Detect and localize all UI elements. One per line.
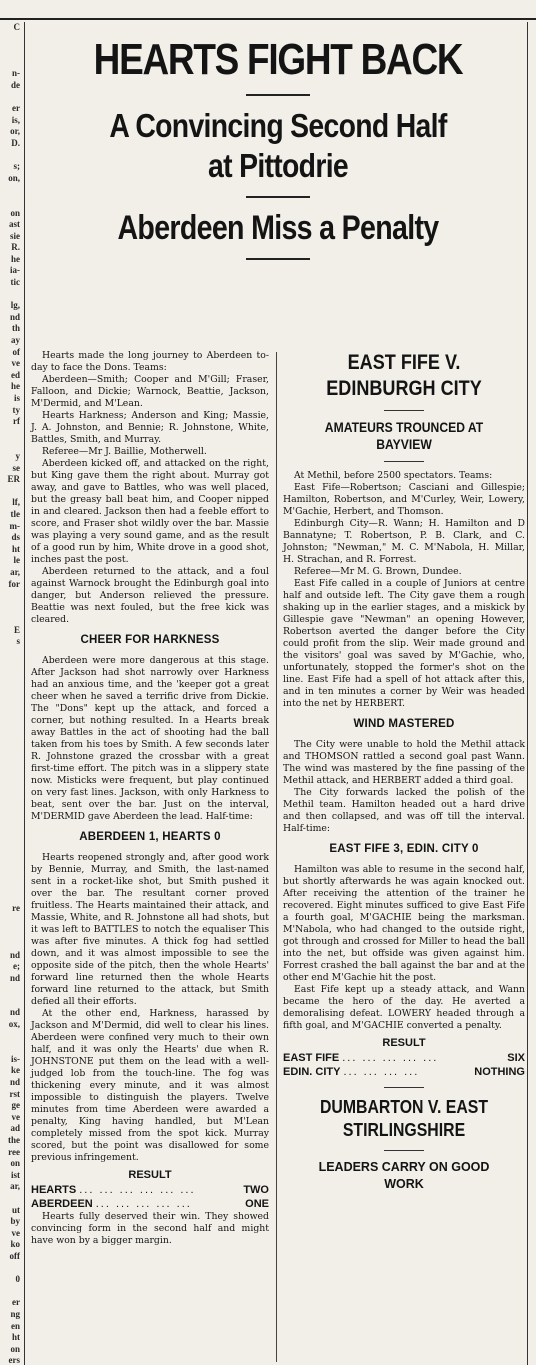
next-title-rule: [384, 1150, 424, 1151]
column-fragment: [0, 196, 22, 208]
column-fragment: tic: [10, 277, 20, 288]
team-name: EDIN. CITY: [283, 1066, 341, 1078]
column-fragment: ox,: [8, 1019, 20, 1030]
column-fragment: ist: [11, 1169, 20, 1180]
left-column-fragment: [0, 22, 22, 1365]
column-fragment: [0, 845, 22, 857]
column-fragment: [0, 590, 22, 602]
column-fragment: [0, 822, 22, 834]
leader-dots: ... ... ... ...: [343, 1066, 420, 1078]
column-fragment: [0, 683, 22, 695]
column-fragment: ke: [11, 1065, 20, 1076]
column-fragment: [0, 1263, 22, 1275]
column-fragment: [0, 289, 22, 301]
report-title-line-1: EAST FIFE V.: [347, 351, 461, 374]
next-report-title-line-2: STIRLINGSHIRE: [342, 1120, 466, 1140]
column-fragment: [0, 92, 22, 104]
column-fragment: [0, 718, 22, 730]
headline-rule: [246, 94, 310, 96]
column-fragment: le: [13, 555, 20, 566]
paragraph: The City were unable to hold the Methil attack and THOMSON rattled a second goal past Wann. The wind was mastered by the fine passing of the Methil attack, and HERBERT added a third goal.: [283, 739, 525, 786]
column-fragment: nd: [9, 1077, 20, 1088]
column-fragment: [0, 752, 22, 764]
column-fragment: he: [11, 381, 20, 392]
title-rule: [384, 410, 424, 411]
column-fragment: e;: [13, 961, 20, 972]
column-fragment: [0, 184, 22, 196]
column-fragment: [0, 880, 22, 892]
column-fragment: is: [13, 393, 20, 403]
column-fragment: sie: [10, 230, 20, 241]
next-report-subtitle-line-1: LEADERS CARRY ON GOOD: [318, 1160, 490, 1174]
column-fragment: lg,: [10, 300, 20, 311]
closing-paragraph: Hearts fully deserved their win. They showed convincing form in the second half and might have won by a bigger margin.: [31, 1211, 269, 1246]
column-rule-left: [24, 22, 25, 1365]
column-fragment: [0, 613, 22, 625]
column-fragment: [0, 741, 22, 753]
paragraph: At Methil, before 2500 spectators. Teams:: [294, 470, 493, 481]
column-fragment: [0, 926, 22, 938]
subtitle-rule: [384, 461, 424, 462]
paragraph: Aberdeen kicked off, and attacked on the right, but King gave them the right about. Murray got away, and gave to Battles, who was well placed, but the greasy ball beat him, and Cooper nipped in and cleared. Jackson then had a feeble effort to score, and Fraser shot wildly over the bar. Massie was playing a very sound game, and as the result of a good run by him, White drove in a good shot, inches past the post.: [31, 458, 269, 565]
aberdeen-hearts-report: [31, 350, 269, 1247]
column-fragment: se: [12, 462, 20, 473]
column-fragment: [0, 729, 22, 741]
paragraph: Edinburgh City—R. Wann; H. Hamilton and D Bannatyne; T. Robertson, P. B. Clark, and C. Johnston; "Newman," M. C. M'Nabola, H. Millar, H. Strachan, and R. Forrest.: [283, 518, 525, 565]
column-fragment: [0, 57, 22, 69]
column-fragment: R.: [11, 242, 20, 253]
result-label: RESULT: [382, 1037, 426, 1049]
column-fragment: [0, 984, 22, 996]
top-rule: [0, 18, 536, 20]
section-rule: [384, 1087, 424, 1088]
column-fragment: ad: [10, 1123, 20, 1134]
column-fragment: [0, 764, 22, 776]
section-heading: CHEER FOR HARKNESS: [80, 634, 220, 646]
column-fragment: he: [11, 253, 20, 264]
column-fragment: ve: [11, 1111, 20, 1122]
column-fragment: ed: [11, 369, 20, 380]
column-fragment: for: [8, 578, 20, 589]
column-fragment: [0, 1042, 22, 1054]
paragraph: Aberdeen—Smith; Cooper and M'Gill; Fraser, Falloon, and Dickie; Warnock, Beattie, Jackson, M'Dermid, and M'Lean.: [31, 374, 269, 409]
header-bottom-rule: [246, 258, 310, 260]
column-fragment: is,: [11, 114, 20, 125]
column-fragment: [0, 602, 22, 614]
column-fragment: ia-: [10, 265, 20, 276]
column-fragment: ht: [11, 1332, 20, 1343]
column-fragment: ds: [11, 532, 20, 543]
column-fragment: lf,: [12, 497, 20, 508]
paragraph: At the other end, Harkness, harassed by Jackson and M'Dermid, did well to clear his lines. Aberdeen were confined very much to their own half, and it was only the Hearts' due when R. JOHNSTONE put them on the lead with a well-judged lob from the touch-line. The fog was thickening every minute, and it was almost impossible to distinguish the players. Twelve minutes from time Aberdeen were awarded a penalty, King having handled, but M'Lean completely missed from the spot kick. Murray scored, but the point was disallowed for some previous infringement.: [31, 1008, 269, 1163]
column-fragment: ut: [11, 1204, 20, 1215]
column-fragment: [0, 776, 22, 788]
column-fragment: th: [11, 323, 20, 334]
article-header: [31, 36, 525, 260]
team-name: EAST FIFE: [283, 1052, 340, 1064]
column-fragment: ay: [11, 335, 20, 346]
paragraph: East Fife called in a couple of Juniors at centre half and outside left. The City gave them a rough shaking up in the earlier stages, and a miskick by Gillespie gave "Newman" an opening However, Robertson averted the danger before the City could profit from the slip. Weir made ground and the visitors' goal was saved by M'Gachie, who, unfortunately, stopped the former's shot on the line. East Fife had a spell of hot attack after this, and in ten minutes a corner by Weir was headed into the net by HERBERT.: [283, 578, 525, 709]
column-fragment: ree: [8, 1146, 20, 1157]
column-fragment: re: [12, 903, 20, 914]
column-fragment: by: [10, 1216, 20, 1227]
column-fragment: [0, 428, 22, 440]
column-fragment: ge: [11, 1100, 20, 1111]
column-fragment: [0, 834, 22, 846]
column-fragment: nd: [9, 972, 20, 983]
subheadline-line-1: A Convincing Second Half: [109, 107, 447, 144]
column-fragment: ER: [7, 474, 20, 485]
column-fragment: the: [8, 1135, 20, 1145]
column-fragment: of: [12, 346, 20, 357]
paragraph: Referee—Mr M. G. Brown, Dundee.: [294, 566, 462, 577]
column-fragment: de: [11, 79, 20, 90]
column-fragment: [0, 1286, 22, 1298]
team-score: SIX: [507, 1052, 525, 1064]
column-fragment: [0, 45, 22, 57]
report-subtitle-line-2: BAYVIEW: [376, 437, 432, 452]
column-fragment: [0, 486, 22, 498]
column-fragment: ar,: [10, 1181, 20, 1192]
column-fragment: ng: [10, 1308, 20, 1319]
column-fragment: nd: [9, 949, 20, 960]
column-fragment: rst: [9, 1088, 20, 1099]
team-score: NOTHING: [474, 1066, 525, 1078]
result-row: [31, 1197, 269, 1211]
east-fife-edinburgh-report: [283, 350, 525, 1193]
paragraph: Hearts reopened strongly and, after good work by Bennie, Murray, and Smith, the last-named sent in a rocket-like shot, but Smith pushed it over the bar. The resultant corner proved fruitless. The Hearts maintained their attack, and Massie, White, and R. Johnstone all had shots, but it was left to BATTLES to notch the equaliser This was after five minutes. A thick fog had settled down, and it was almost impossible to see the opposite side of the pitch, then the whole Hearts' forward line returned then the whole Hearts forward line returned to the attack, but Smith defied all their efforts.: [31, 852, 269, 1007]
column-fragment: en: [11, 1320, 20, 1331]
column-fragment: [0, 857, 22, 869]
subheadline-rule: [246, 196, 310, 198]
column-fragment: m-: [9, 520, 20, 531]
column-fragment: ko: [10, 1239, 20, 1250]
column-fragment: ar,: [10, 566, 20, 577]
column-fragment: ve: [11, 1227, 20, 1238]
column-divider: [276, 352, 277, 1362]
column-fragment: [0, 660, 22, 672]
column-fragment: [0, 787, 22, 799]
column-fragment: [0, 648, 22, 660]
column-fragment: nd: [9, 311, 20, 322]
column-fragment: [0, 938, 22, 950]
paragraph: Hamilton was able to resume in the second half, but shortly afterwards he was again knocked out. After receiving the attention of the trainer he recovered. Eight minutes sufficed to give East Fife a fourth goal, M'GACHIE being the marksman. M'Nabola, who had changed to the outside right, got through and crossed for Miller to head the ball into the net, but offside was given against him. Forrest crashed the ball against the bar and at the other end M'Gachie hit the post.: [283, 864, 525, 983]
column-fragment: s: [16, 636, 20, 647]
column-fragment: D.: [11, 137, 20, 148]
paragraph: Aberdeen returned to the attack, and a foul against Warnock brought the Edinburgh goal into danger, but Anderson relieved the pressure. Beattie was next fouled, but the free kick was cleared.: [31, 566, 269, 625]
column-fragment: [0, 810, 22, 822]
column-fragment: [0, 1193, 22, 1205]
column-fragment: nd: [9, 1007, 20, 1018]
report-subtitle-line-1: AMATEURS TROUNCED AT: [324, 420, 484, 435]
column-fragment: y: [15, 450, 20, 461]
paragraph: Hearts made the long journey to Aberdeen to-day to face the Dons. Teams:: [31, 350, 269, 373]
column-fragment: 0: [15, 1274, 20, 1285]
column-fragment: ht: [11, 543, 20, 554]
column-fragment: s;: [13, 161, 20, 172]
team-score: ONE: [245, 1198, 269, 1210]
paragraph: The City forwards lacked the polish of the Methil team. Hamilton headed out a hard drive and then collapsed, and was off till the interval. Half-time:: [283, 787, 525, 834]
result-row: [31, 1183, 269, 1197]
column-fragment: [0, 694, 22, 706]
column-fragment: C: [13, 22, 20, 32]
main-article: [31, 22, 525, 1246]
paragraph: Hearts Harkness; Anderson and King; Massie, J. A. Johnston, and Bennie; R. Johnstone, White, Battles, Smith, and Murray.: [31, 410, 269, 445]
column-fragment: [0, 915, 22, 927]
column-fragment: [0, 868, 22, 880]
next-report-title-line-1: DUMBARTON V. EAST: [319, 1097, 489, 1117]
paragraph: Aberdeen were more dangerous at this stage. After Jackson had shot narrowly over Harkness had an anxious time, and the 'keeper got a great cheer when he saved a terrific drive from Dickie. The "Dons" kept up the attack, and forced a corner, but nothing resulted. In a Hearts break away Battles in the act of shooting had the ball taken from his toes by Smith. A few seconds later R. Johnstone grazed the crossbar with a great first-time effort. The pitch was in a slippery state now. Misticks were frequent, but play continued on very fast lines. Jackson, with only Harkness to beat, sent over the bar. Just on the interval, M'DERMID gave Aberdeen the lead. Half-time:: [31, 655, 269, 822]
result-label: RESULT: [128, 1169, 172, 1181]
halftime-score: EAST FIFE 3, EDIN. CITY 0: [329, 843, 479, 855]
column-fragment: [0, 799, 22, 811]
leader-dots: ... ... ... ... ...: [342, 1052, 439, 1064]
column-fragment: E: [13, 624, 20, 635]
column-fragment: is-: [11, 1053, 20, 1064]
column-fragment: tle: [10, 508, 20, 519]
halftime-score: ABERDEEN 1, HEARTS 0: [79, 831, 221, 843]
column-fragment: [0, 671, 22, 683]
column-fragment: er: [12, 103, 20, 114]
column-fragment: on,: [8, 172, 20, 183]
leader-dots: ... ... ... ... ...: [95, 1198, 192, 1210]
headline: HEARTS FIGHT BACK: [93, 35, 463, 84]
column-fragment: or,: [10, 126, 20, 137]
column-fragment: er: [12, 1297, 20, 1308]
result-row: [283, 1051, 525, 1065]
subheadline-penalty: Aberdeen Miss a Penalty: [117, 209, 439, 247]
column-fragment: off: [9, 1250, 20, 1261]
column-fragment: [0, 34, 22, 46]
column-fragment: n-: [11, 68, 20, 79]
column-fragment: rf: [13, 416, 20, 427]
team-name: HEARTS: [31, 1184, 77, 1196]
column-fragment: [0, 150, 22, 162]
column-fragment: [0, 892, 22, 904]
column-rule-right: [527, 22, 528, 1365]
column-fragment: ers: [8, 1355, 20, 1365]
result-row: [283, 1065, 525, 1079]
paragraph: East Fife kept up a steady attack, and Wann became the hero of the day. He averted a demoralising defeat. LOWERY headed through a fifth goal, and M'GACHIE converted a penalty.: [283, 984, 525, 1031]
paragraph: Referee—Mr J. Baillie, Motherwell.: [42, 446, 207, 457]
column-fragment: on: [10, 207, 20, 218]
column-fragment: [0, 706, 22, 718]
column-fragment: ty: [12, 404, 20, 415]
team-name: ABERDEEN: [31, 1198, 93, 1210]
next-report-subtitle-line-2: WORK: [384, 1177, 424, 1191]
team-score: TWO: [243, 1184, 269, 1196]
column-fragment: on: [10, 1343, 20, 1354]
section-heading: WIND MASTERED: [353, 718, 455, 730]
subheadline-line-2: at Pittodrie: [208, 147, 348, 184]
paragraph: East Fife—Robertson; Casciani and Gillespie; Hamilton, Robertson, and M'Curley, Weir, Lowery, M'Gachie, Herbert, and Thomson.: [283, 482, 525, 517]
column-fragment: [0, 439, 22, 451]
column-fragment: ve: [11, 358, 20, 369]
report-title-line-2: EDINBURGH CITY: [326, 377, 482, 400]
column-fragment: [0, 1031, 22, 1043]
column-fragment: [0, 996, 22, 1008]
leader-dots: ... ... ... ... ... ...: [79, 1184, 196, 1196]
column-fragment: ast: [9, 219, 20, 230]
column-fragment: on: [10, 1158, 20, 1169]
